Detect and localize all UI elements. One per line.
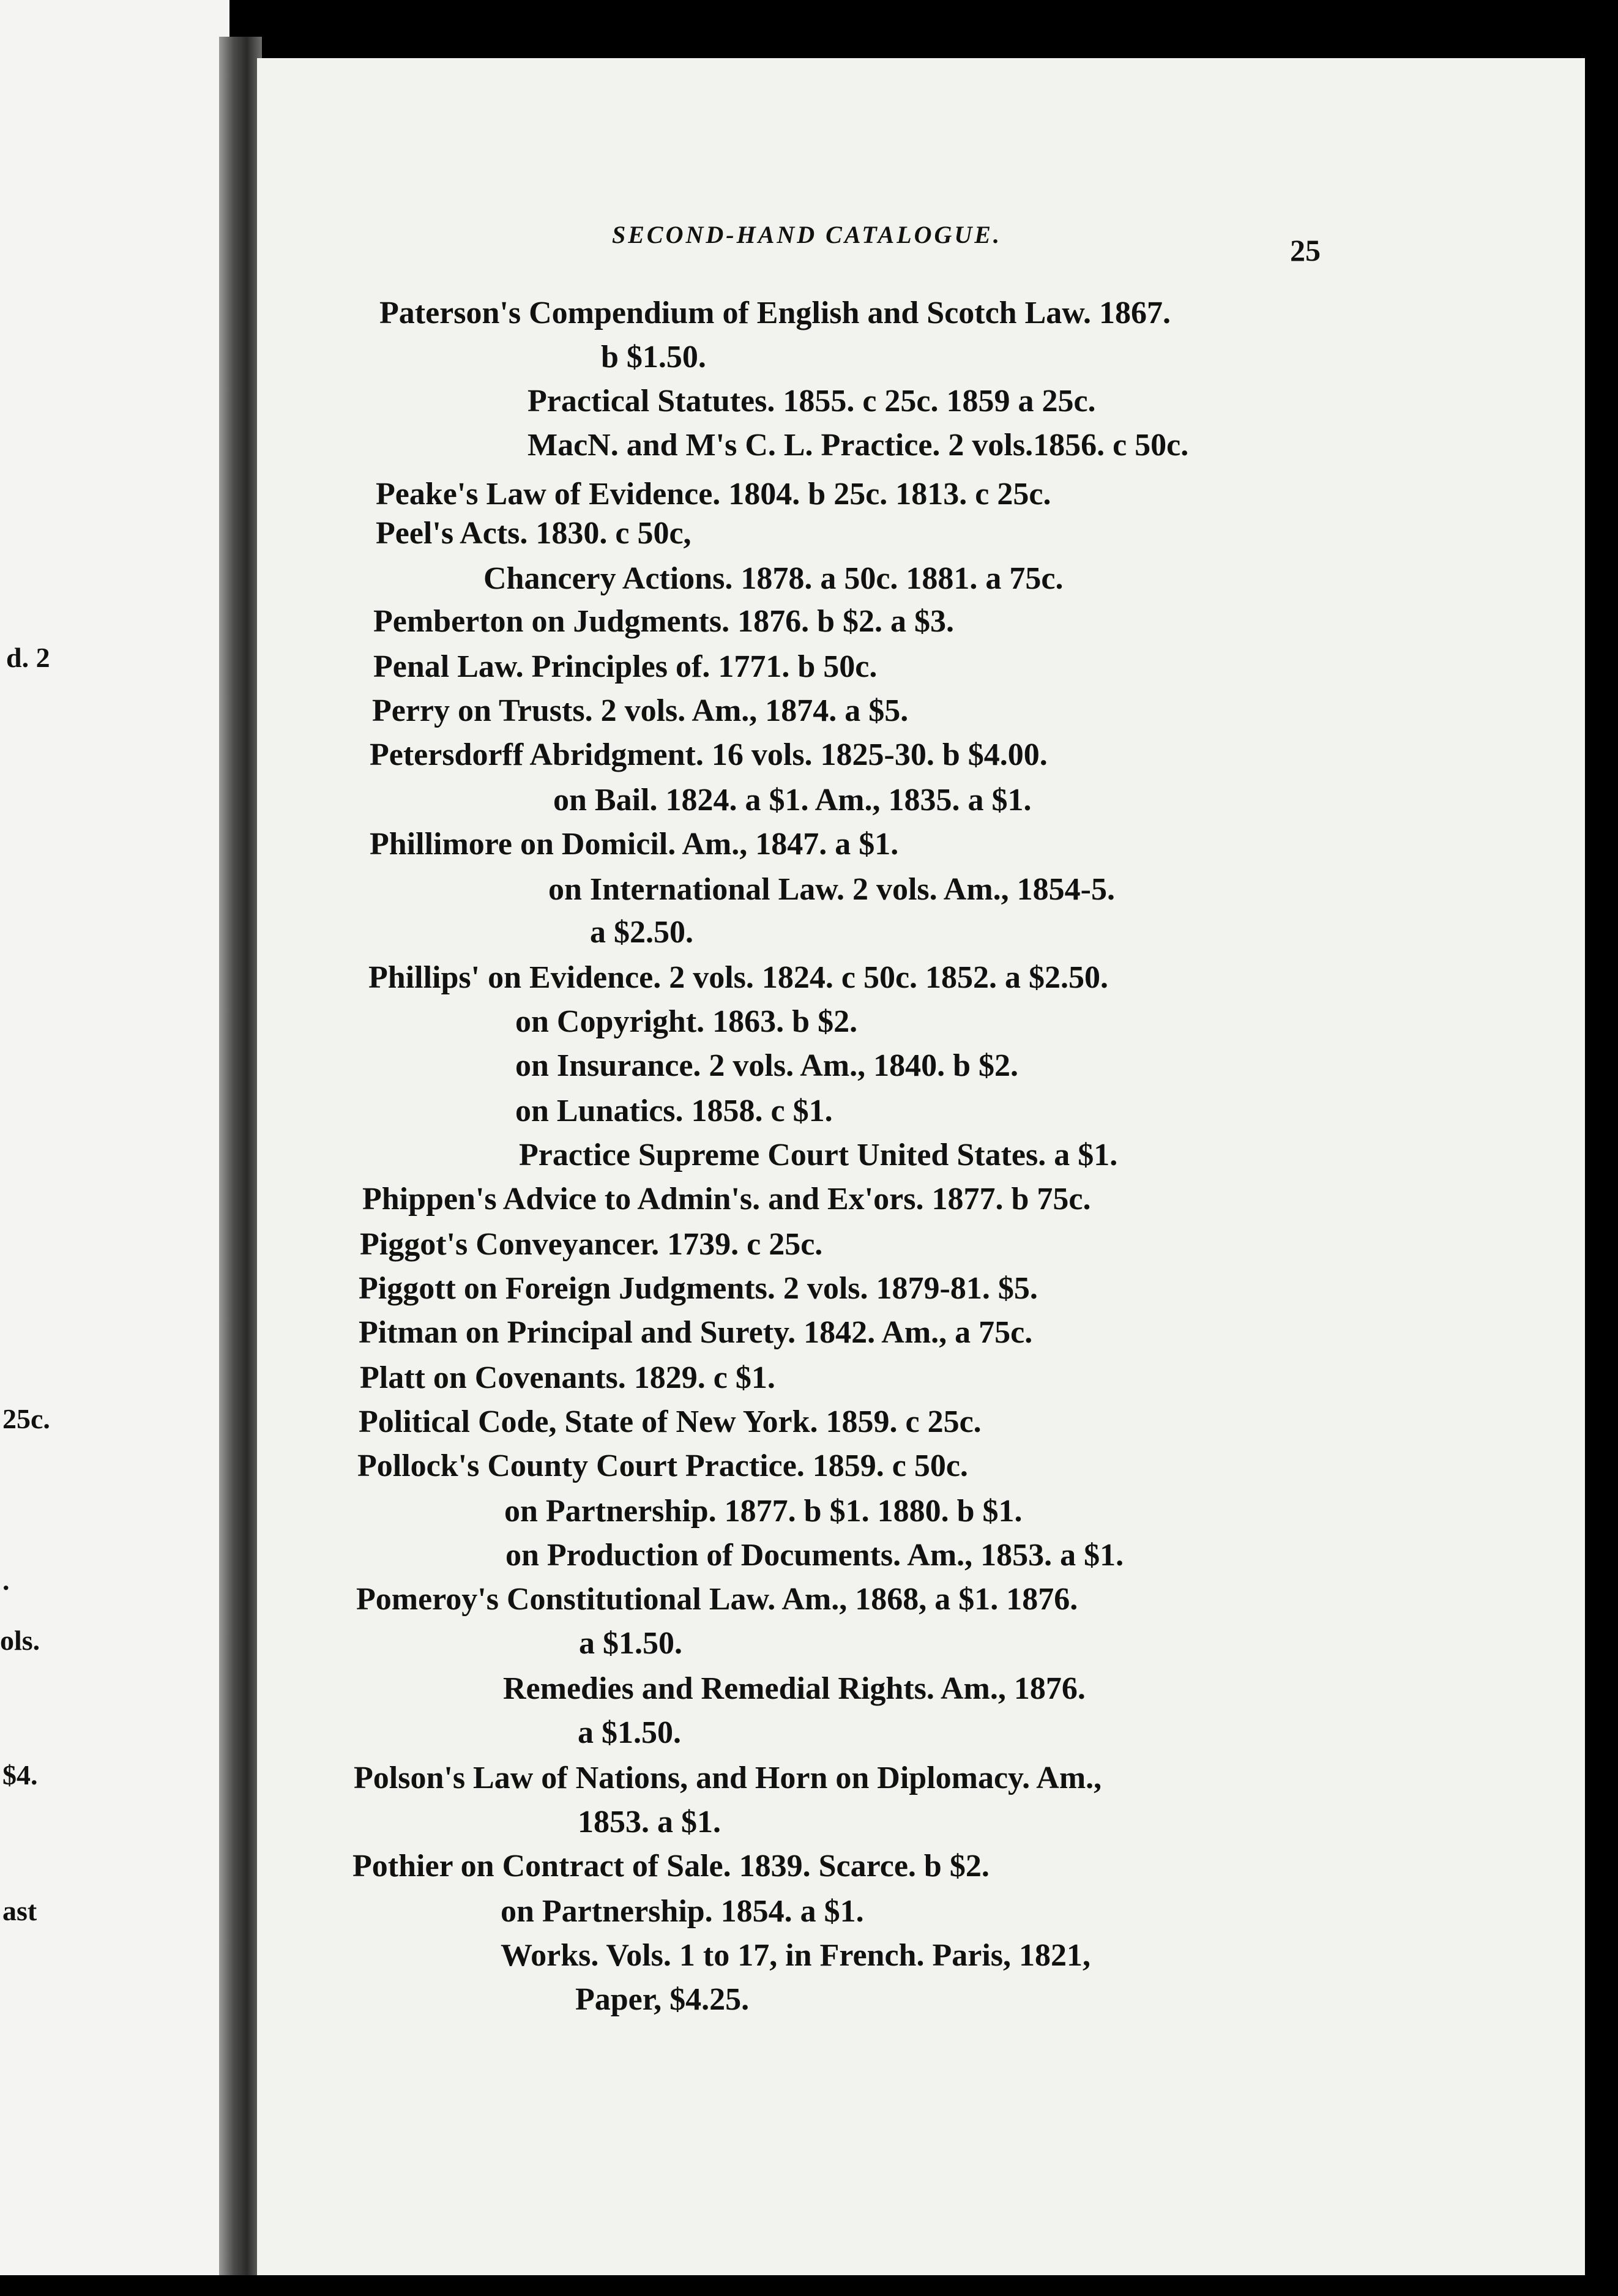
- entry-line: Pollock's County Court Practice. 1859. c 50c.: [357, 1448, 968, 1483]
- scan-border: [0, 2275, 1618, 2296]
- entry-line: Platt on Covenants. 1829. c $1.: [360, 1360, 775, 1395]
- entry-line: Polson's Law of Nations, and Horn on Diplomacy. Am.,: [354, 1761, 1102, 1795]
- entry-line: a $1.50.: [579, 1626, 682, 1661]
- margin-fragment: 25c.: [2, 1403, 50, 1434]
- entry-line: a $1.50.: [578, 1715, 681, 1750]
- entry-line: on Copyright. 1863. b $2.: [515, 1004, 858, 1039]
- entry-line: a $2.50.: [590, 915, 693, 950]
- entry-line: on Lunatics. 1858. c $1.: [515, 1094, 833, 1128]
- entry-line: Paterson's Compendium of English and Scotch Law. 1867.: [379, 296, 1171, 330]
- page-number: 25: [1290, 233, 1321, 267]
- margin-fragment: .: [2, 1565, 10, 1596]
- entry-line: Perry on Trusts. 2 vols. Am., 1874. a $5.: [372, 693, 909, 728]
- entry-line: Petersdorff Abridgment. 16 vols. 1825-30. b $4.00.: [370, 737, 1048, 772]
- running-header: SECOND-HAND CATALOGUE.: [612, 221, 1002, 248]
- entry-line: Chancery Actions. 1878. a 50c. 1881. a 75c.: [483, 561, 1064, 596]
- margin-fragment: ast: [2, 1895, 37, 1926]
- entry-line: Phippen's Advice to Admin's. and Ex'ors. 1877. b 75c.: [362, 1182, 1091, 1217]
- entry-line: Pothier on Contract of Sale. 1839. Scarce. b $2.: [352, 1849, 990, 1884]
- book-gutter: [219, 37, 262, 2296]
- entry-line: Penal Law. Principles of. 1771. b 50c.: [373, 649, 878, 684]
- entry-line: Practice Supreme Court United States. a $1.: [519, 1138, 1118, 1172]
- margin-fragment: ols.: [0, 1625, 40, 1656]
- entry-line: 1853. a $1.: [578, 1805, 721, 1839]
- entry-line: on Partnership. 1854. a $1.: [501, 1894, 864, 1929]
- entry-line: Phillips' on Evidence. 2 vols. 1824. c 50c. 1852. a $2.50.: [368, 960, 1109, 995]
- entry-line: Pemberton on Judgments. 1876. b $2. a $3.: [373, 604, 955, 639]
- entry-line: Practical Statutes. 1855. c 25c. 1859 a 25c.: [528, 384, 1096, 419]
- entry-line: Political Code, State of New York. 1859. c 25c.: [359, 1404, 982, 1439]
- entry-line: Peake's Law of Evidence. 1804. b 25c. 1813. c 25c.: [376, 477, 1051, 512]
- margin-fragment: d. 2: [6, 642, 50, 673]
- margin-fragment: $4.: [2, 1759, 38, 1791]
- entry-line: MacN. and M's C. L. Practice. 2 vols.1856. c 50c.: [528, 428, 1189, 463]
- entry-line: Peel's Acts. 1830. c 50c,: [376, 516, 692, 551]
- entry-line: Phillimore on Domicil. Am., 1847. a $1.: [370, 827, 899, 862]
- entry-line: on Bail. 1824. a $1. Am., 1835. a $1.: [553, 783, 1032, 818]
- entry-line: Piggott on Foreign Judgments. 2 vols. 1879-81. $5.: [359, 1271, 1038, 1306]
- entry-line: Works. Vols. 1 to 17, in French. Paris, 1821,: [501, 1938, 1091, 1973]
- entry-line: Pomeroy's Constitutional Law. Am., 1868, a $1. 1876.: [356, 1582, 1078, 1617]
- entry-line: Piggot's Conveyancer. 1739. c 25c.: [360, 1227, 823, 1262]
- facing-page-edge: [0, 0, 229, 2296]
- entry-line: on International Law. 2 vols. Am., 1854-5.: [548, 872, 1115, 907]
- entry-line: Remedies and Remedial Rights. Am., 1876.: [503, 1671, 1086, 1706]
- entry-line: Pitman on Principal and Surety. 1842. Am., a 75c.: [359, 1315, 1033, 1350]
- entry-line: on Production of Documents. Am., 1853. a $1.: [505, 1538, 1124, 1573]
- entry-line: on Insurance. 2 vols. Am., 1840. b $2.: [515, 1048, 1018, 1083]
- entry-line: b $1.50.: [601, 340, 706, 375]
- entry-line: on Partnership. 1877. b $1. 1880. b $1.: [504, 1494, 1023, 1529]
- entry-line: Paper, $4.25.: [575, 1982, 750, 2017]
